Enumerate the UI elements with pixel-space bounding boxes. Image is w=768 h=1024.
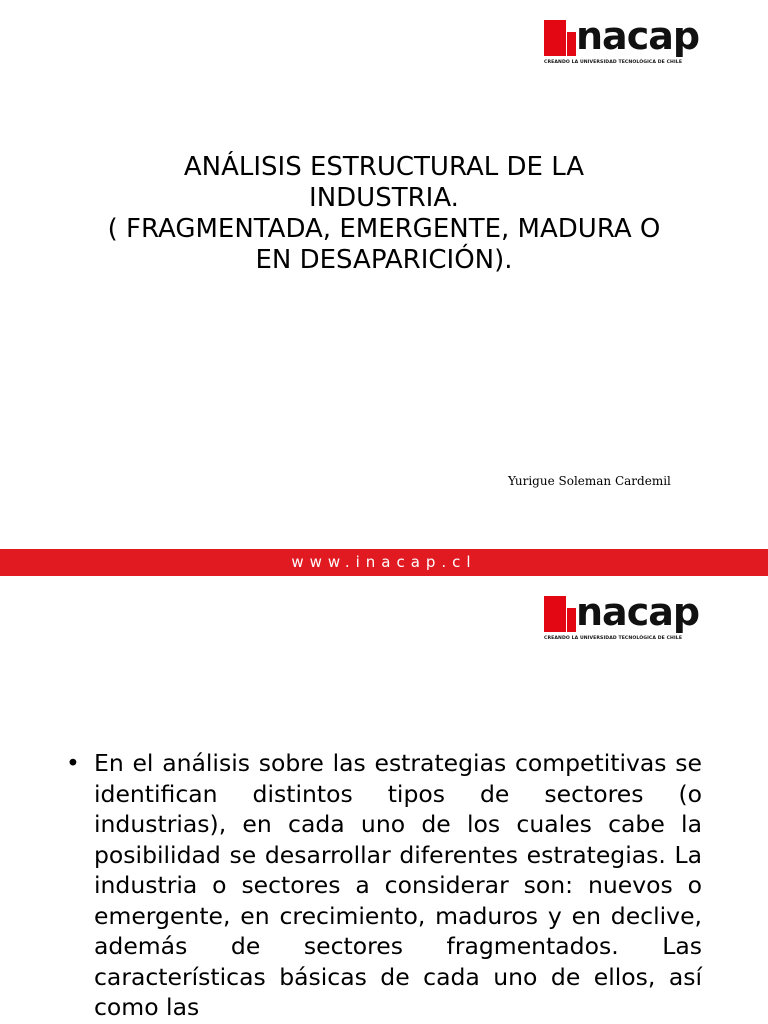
inacap-logo-mark-icon [544, 20, 568, 56]
url-footer-bar: www.inacap.cl [0, 549, 768, 576]
inacap-logo-mark-icon [544, 596, 568, 632]
slide-title [40, 152, 728, 276]
inacap-logo [544, 14, 712, 68]
logo-wordmark: nacap [576, 14, 700, 58]
logo-tagline: CREANDO LA UNIVERSIDAD TECNOLÓGICA DE CHILE [544, 60, 683, 65]
logo-wordmark: nacap [576, 590, 700, 634]
title-line: EN DESAPARICIÓN). [255, 245, 513, 275]
title-line: ANÁLISIS ESTRUCTURAL DE LA [183, 152, 585, 182]
bullet-text: En el análisis sobre las estrategias competitivas se identifican distintos tipos de sectores (o industrias), en cada uno de los cuales cabe la posibilidad se desarrollar diferentes estrategias. La industria o sectores a considerar son: nuevos o emergente, en crecimiento, maduros y en declive, además de sectores fragmentados. Las características básicas de cada uno de ellos, así como las [94, 749, 702, 1021]
bullet-paragraph [66, 748, 702, 1023]
bullet-dot-icon: • [66, 749, 80, 777]
author-name: Yurigue Soleman Cardemil [508, 474, 671, 488]
title-line: INDUSTRIA. [309, 183, 459, 213]
title-line: ( FRAGMENTADA, EMERGENTE, MADURA O [107, 214, 661, 244]
content-slide [0, 576, 768, 1024]
logo-tagline: CREANDO LA UNIVERSIDAD TECNOLÓGICA DE CHILE [544, 636, 683, 641]
inacap-logo [544, 590, 712, 644]
